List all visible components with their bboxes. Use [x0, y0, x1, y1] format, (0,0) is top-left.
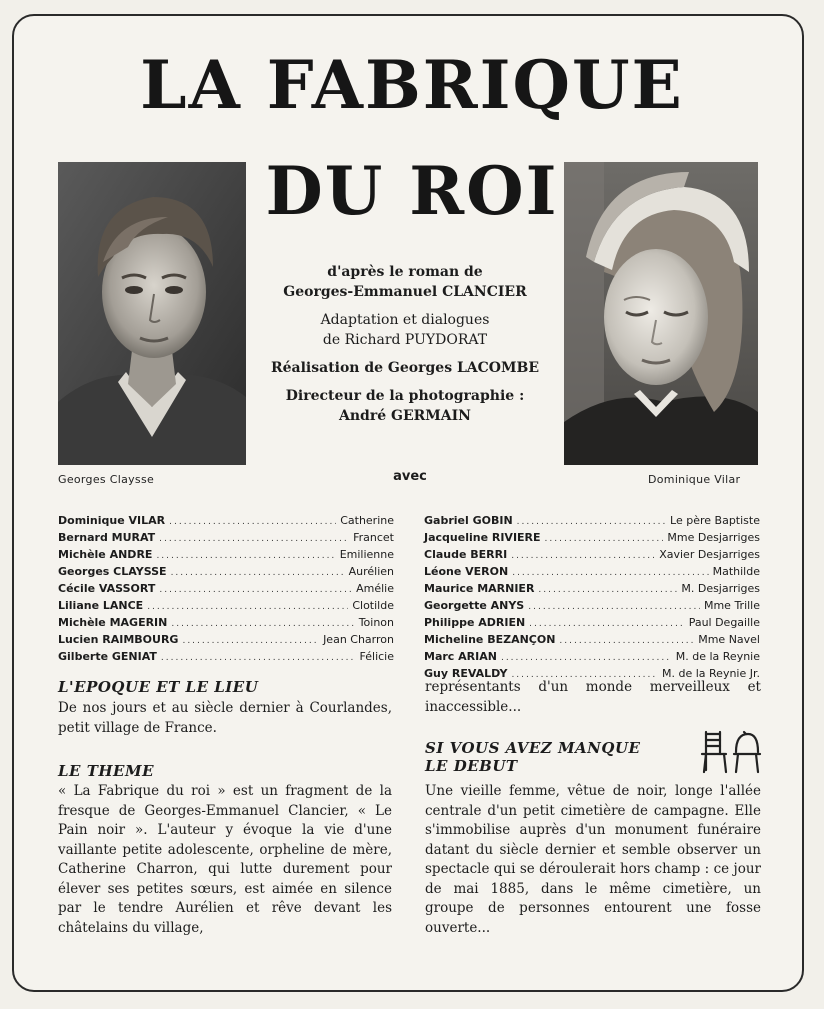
cast-leader-dots	[159, 583, 352, 598]
cast-list-right	[424, 513, 760, 683]
credit-novel-author: Georges-Emmanuel CLANCIER	[283, 284, 527, 300]
cast-leader-dots	[529, 617, 685, 632]
photo-dominique-vilar	[564, 162, 758, 465]
credits-block	[255, 262, 555, 434]
cast-leader-dots	[156, 549, 335, 564]
cast-actor: Gabriel GOBIN	[424, 514, 513, 527]
avec-label: avec	[393, 469, 427, 484]
credit-photography-name: André GERMAIN	[339, 408, 471, 424]
cast-actor: Dominique VILAR	[58, 514, 166, 527]
cast-row	[424, 598, 760, 615]
text-theme-continued: représentants d'un monde merveilleux et inaccessible...	[425, 679, 761, 715]
cast-row	[58, 649, 394, 666]
cast-row	[58, 598, 394, 615]
cast-leader-dots	[545, 532, 664, 547]
cast-row	[58, 530, 394, 547]
cast-row	[424, 530, 760, 547]
cast-actor: Lucien RAIMBOURG	[58, 633, 179, 646]
cast-row	[424, 615, 760, 632]
heading-theme: LE THEME	[58, 762, 155, 780]
cast-role: Xavier Desjarriges	[659, 548, 760, 561]
cast-row	[58, 547, 394, 564]
cast-leader-dots	[169, 515, 336, 530]
cast-role: M. Desjarriges	[681, 582, 760, 595]
cast-role: Mathilde	[712, 565, 760, 578]
cast-role: Félicie	[359, 650, 394, 663]
cast-actor: Guy REVALDY	[424, 667, 508, 680]
cast-role: Paul Degaille	[688, 616, 760, 629]
cast-actor: Michèle ANDRE	[58, 548, 153, 561]
text-epoque: De nos jours et au siècle dernier à Courlandes, petit village de France.	[58, 700, 392, 736]
cast-row	[58, 564, 394, 581]
credit-novel-intro: d'après le roman de	[327, 264, 483, 280]
cast-role: Aurélien	[348, 565, 394, 578]
cast-actor: Micheline BEZANÇON	[424, 633, 556, 646]
cast-actor: Michèle MAGERIN	[58, 616, 168, 629]
cast-leader-dots	[171, 617, 354, 632]
cast-leader-dots	[528, 600, 700, 615]
cast-role: Catherine	[340, 514, 394, 527]
photo-caption-right: Dominique Vilar	[648, 473, 741, 486]
cast-leader-dots	[511, 549, 655, 564]
cast-actor: Georgette ANYS	[424, 599, 525, 612]
text-manque: Une vieille femme, vêtue de noir, longe l'allée centrale d'un petit cimetière de campagne. Elle s'immobilise auprès d'un monument funéraire datant du siècle dernier et semble observer un spectacle qui se déroulerait hors champ : ce jour de mai 1885, dans le même cimetière, un groupe de personnes entourent une fosse ouverte...	[425, 783, 761, 936]
cast-actor: Liliane LANCE	[58, 599, 144, 612]
cast-leader-dots	[161, 651, 356, 666]
cast-row	[58, 581, 394, 598]
cast-role: Mme Desjarriges	[667, 531, 760, 544]
title-line-1: LA FABRIQUE	[140, 46, 684, 124]
cast-row	[58, 513, 394, 530]
cast-row	[424, 547, 760, 564]
cast-actor: Jacqueline RIVIERE	[424, 531, 541, 544]
cast-role: Toinon	[358, 616, 394, 629]
cast-role: Mme Navel	[698, 633, 760, 646]
cast-role: M. de la Reynie	[675, 650, 760, 663]
cast-actor: Léone VERON	[424, 565, 509, 578]
cast-actor: Philippe ADRIEN	[424, 616, 526, 629]
cast-leader-dots	[171, 566, 345, 581]
photo-georges-claysse	[58, 162, 246, 465]
cast-row	[424, 632, 760, 649]
heading-epoque: L'EPOQUE ET LE LIEU	[58, 678, 259, 696]
credit-director: Réalisation de Georges LACOMBE	[270, 360, 540, 376]
cast-role: M. de la Reynie Jr.	[662, 667, 760, 680]
cast-row	[424, 649, 760, 666]
cast-role: Le père Baptiste	[670, 514, 760, 527]
cast-actor: Maurice MARNIER	[424, 582, 535, 595]
cast-row	[424, 581, 760, 598]
heading-manque-line-2: LE DEBUT	[425, 757, 518, 775]
credit-photography: Directeur de la photographie :	[285, 388, 525, 404]
cast-role: Mme Trille	[703, 599, 760, 612]
cast-row	[58, 615, 394, 632]
title-line-2: DU ROI	[265, 152, 559, 230]
heading-manque-line-1: SI VOUS AVEZ MANQUE	[425, 739, 641, 757]
chairs-icon	[700, 730, 762, 778]
cast-leader-dots	[538, 583, 677, 598]
text-theme: « La Fabrique du roi » est un fragment de la fresque de Georges-Emmanuel Clancier, « Le Pain noir ». L'auteur y évoque la vie d'une vaillante petite adolescente, orpheline de mère, Catherine Charron, qui lutte durement pour élever ses petites sœurs, est aimée en silence par le tendre Aurélien et rêve devant les châtelains du village,	[58, 783, 392, 936]
cast-row	[58, 632, 394, 649]
cast-role: Jean Charron	[323, 633, 394, 646]
cast-actor: Claude BERRI	[424, 548, 508, 561]
cast-role: Emilienne	[339, 548, 394, 561]
cast-row	[424, 564, 760, 581]
cast-role: Clotilde	[352, 599, 394, 612]
cast-actor: Cécile VASSORT	[58, 582, 156, 595]
cast-role: Francet	[353, 531, 394, 544]
credit-adaptation: Adaptation et dialogues	[320, 312, 490, 328]
cast-role: Amélie	[356, 582, 394, 595]
cast-leader-dots	[159, 532, 349, 547]
cast-leader-dots	[182, 634, 319, 649]
cast-list-left	[58, 513, 394, 666]
cast-actor: Marc ARIAN	[424, 650, 497, 663]
cast-leader-dots	[517, 515, 666, 530]
cast-row	[424, 513, 760, 530]
photo-caption-left: Georges Claysse	[58, 473, 155, 486]
cast-leader-dots	[501, 651, 672, 666]
cast-actor: Gilberte GENIAT	[58, 650, 157, 663]
cast-leader-dots	[559, 634, 694, 649]
cast-actor: Georges CLAYSSE	[58, 565, 167, 578]
cast-leader-dots	[512, 566, 708, 581]
cast-actor: Bernard MURAT	[58, 531, 156, 544]
credit-adaptation-author: de Richard PUYDORAT	[322, 332, 488, 348]
cast-leader-dots	[147, 600, 348, 615]
